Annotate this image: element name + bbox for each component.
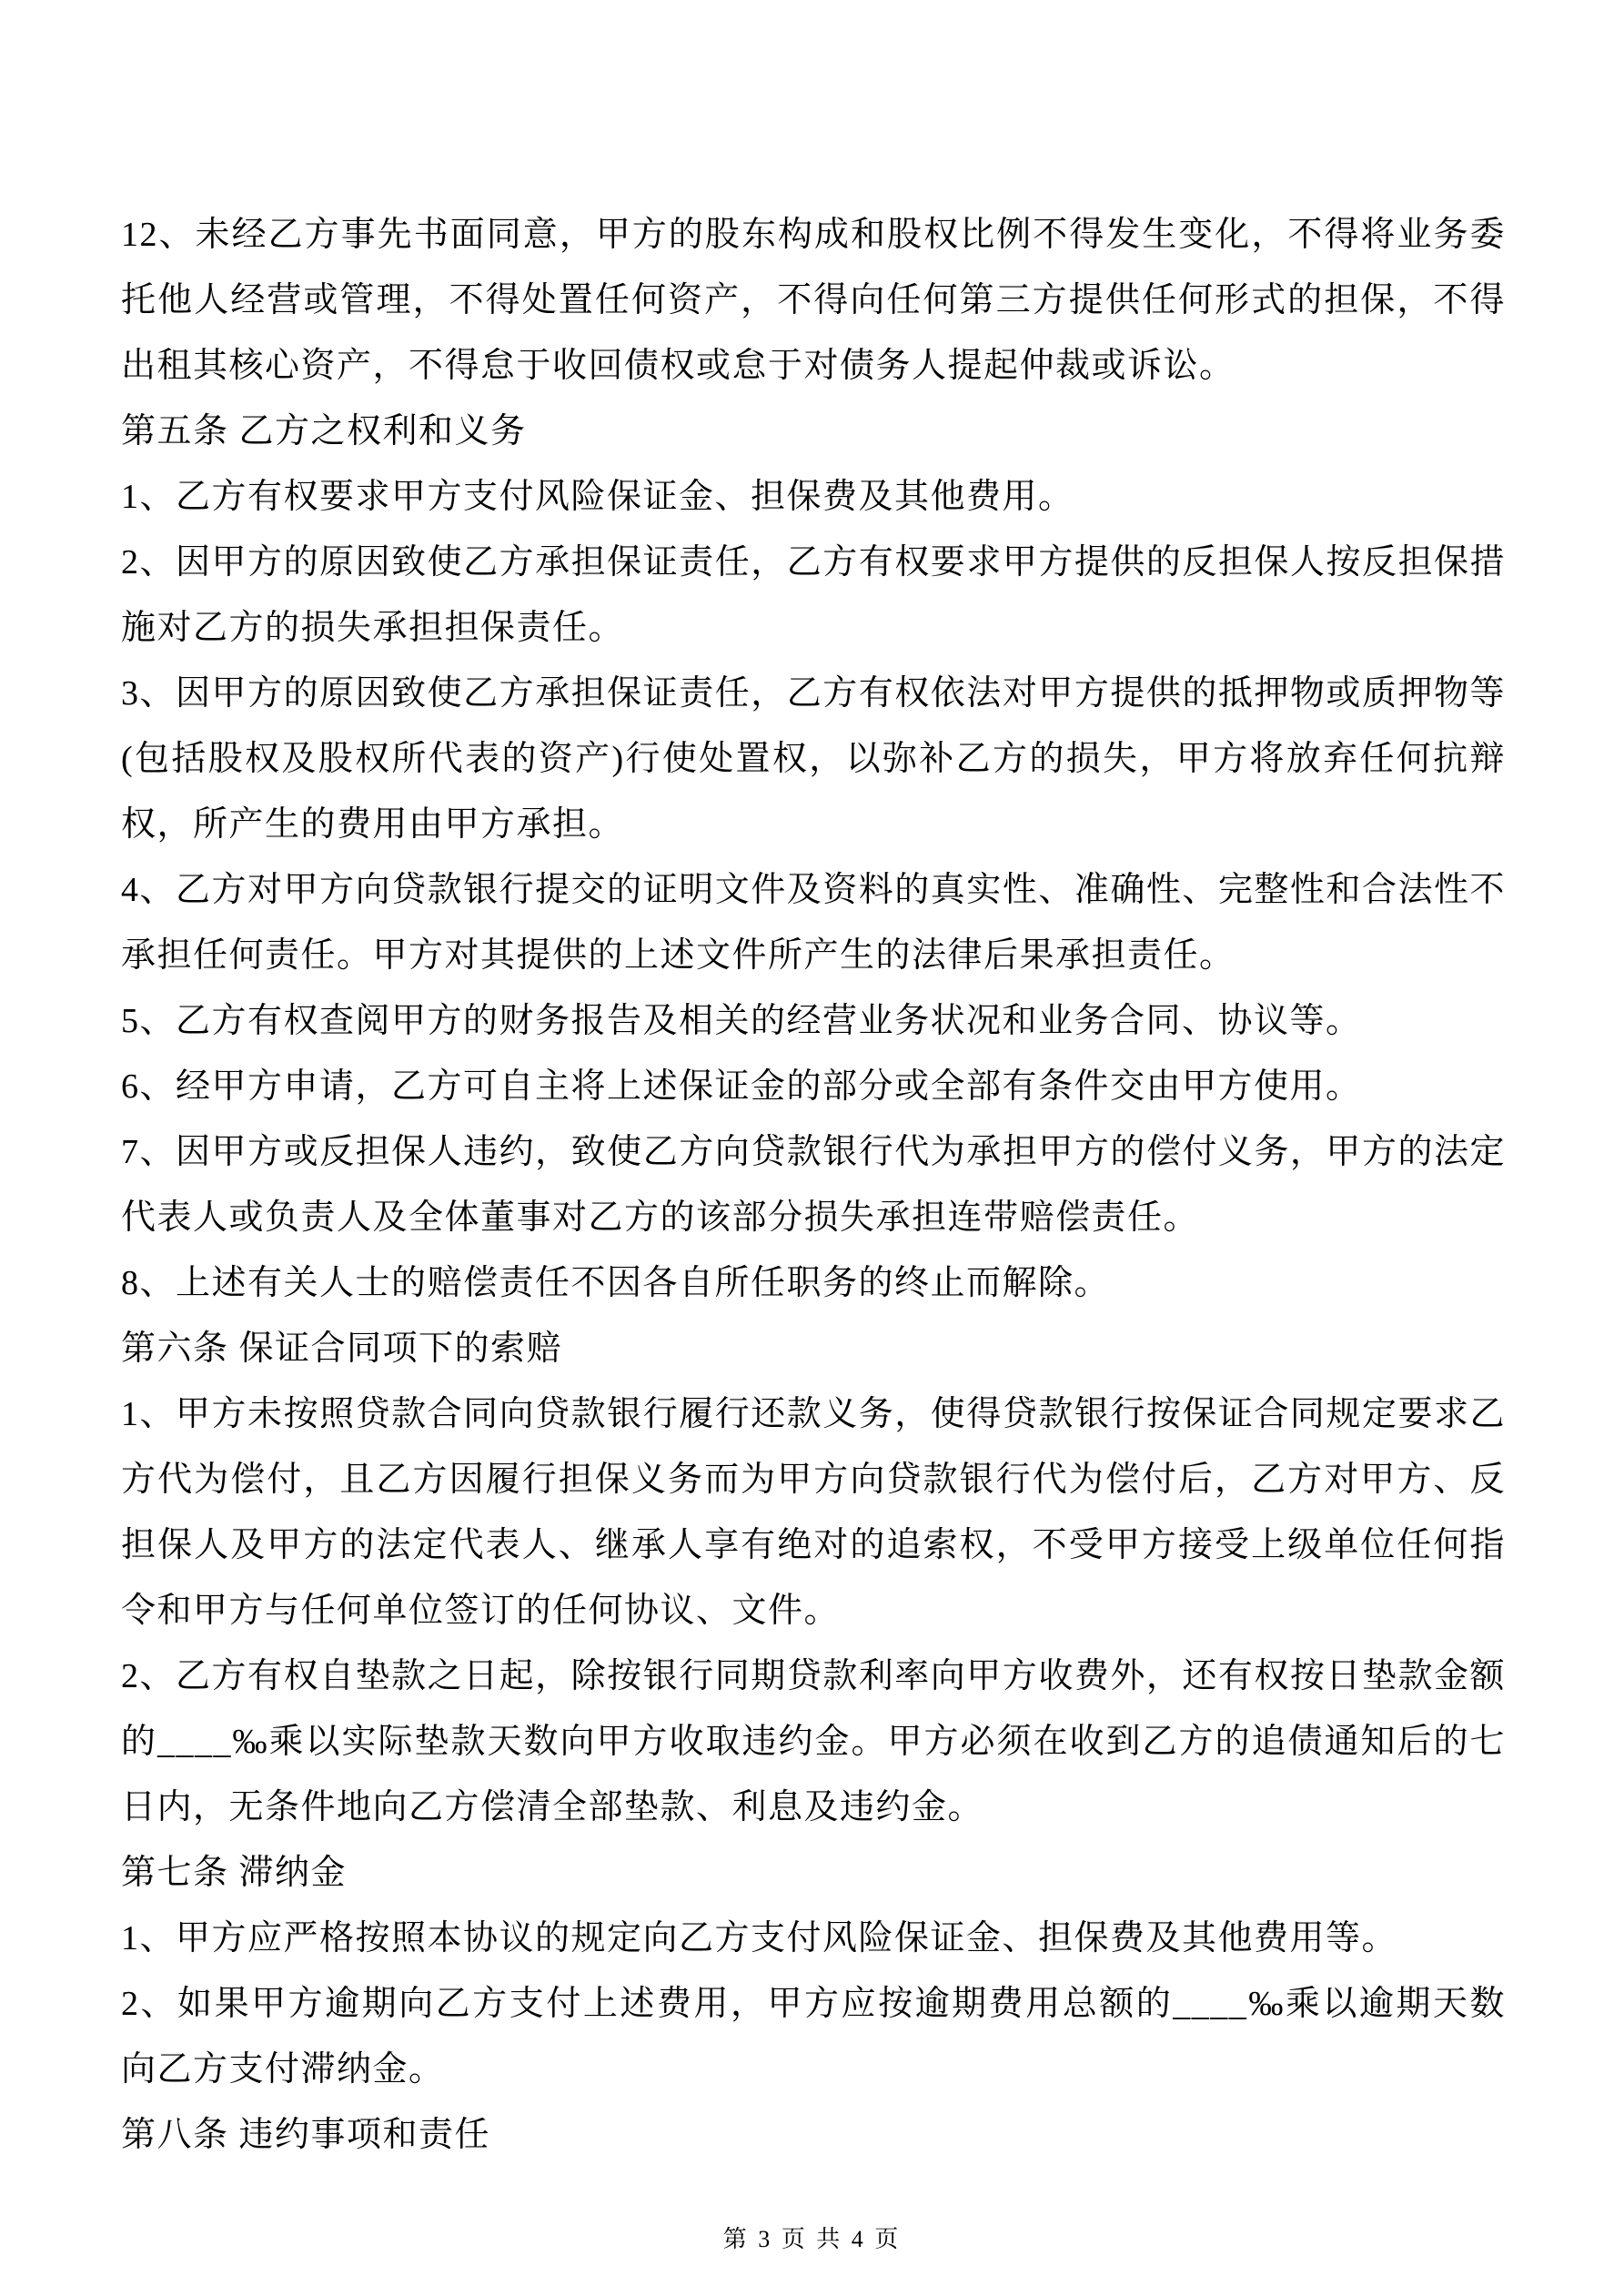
article-5-heading: 第五条 乙方之权利和义务 [121,412,527,450]
article-5-item-3: 3、因甲方的原因致使乙方承担保证责任，乙方有权依法对甲方提供的抵押物或质押物等(包括股权及股权所代表的资产)行使处置权，以弥补乙方的损失，甲方将放弃任何抗辩权，所产生的费用由甲方承担。 [121,674,1506,844]
contract-body [121,202,1506,2168]
article-6-heading: 第六条 保证合同项下的索赔 [121,1330,563,1368]
article-5-item-8: 8、上述有关人士的赔偿责任不因各自所任职务的终止而解除。 [121,1264,1111,1302]
article-7-heading: 第七条 滞纳金 [121,1854,348,1892]
article-6-item-1: 1、甲方未按照贷款合同向贷款银行履行还款义务，使得贷款银行按保证合同规定要求乙方代为偿付，且乙方因履行担保义务而为甲方向贷款银行代为偿付后，乙方对甲方、反担保人及甲方的法定代表人、继承人享有绝对的追索权，不受甲方接受上级单位任何指令和甲方与任何单位签订的任何协议、文件。 [121,1395,1506,1630]
clause-4-item-12: 12、未经乙方事先书面同意，甲方的股东构成和股权比例不得发生变化，不得将业务委托他人经营或管理，不得处置任何资产，不得向任何第三方提供任何形式的担保，不得出租其核心资产，不得怠于收回债权或怠于对债务人提起仲裁或诉讼。 [121,216,1506,385]
article-7-item-1: 1、甲方应严格按照本协议的规定向乙方支付风险保证金、担保费及其他费用等。 [121,1919,1398,1957]
page-number-footer: 第 3 页 共 4 页 [722,2226,902,2252]
article-8-heading: 第八条 违约事项和责任 [121,2116,491,2154]
article-5-item-2: 2、因甲方的原因致使乙方承担保证责任，乙方有权要求甲方提供的反担保人按反担保措施对乙方的损失承担担保责任。 [121,543,1506,647]
article-5-item-5: 5、乙方有权查阅甲方的财务报告及相关的经营业务状况和业务合同、协议等。 [121,1002,1362,1040]
article-5-item-6: 6、经甲方申请，乙方可自主将上述保证金的部分或全部有条件交由甲方使用。 [121,1067,1362,1106]
article-5-item-7: 7、因甲方或反担保人违约，致使乙方向贷款银行代为承担甲方的偿付义务，甲方的法定代表人或负责人及全体董事对乙方的该部分损失承担连带赔偿责任。 [121,1133,1506,1237]
article-5-item-4: 4、乙方对甲方向贷款银行提交的证明文件及资料的真实性、准确性、完整性和合法性不承担任何责任。甲方对其提供的上述文件所产生的法律后果承担责任。 [121,871,1506,975]
article-5-item-1: 1、乙方有权要求甲方支付风险保证金、担保费及其他费用。 [121,478,1074,516]
article-6-item-2: 2、乙方有权自垫款之日起，除按银行同期贷款利率向甲方收费外，还有权按日垫款金额的____‰乘以实际垫款天数向甲方收取违约金。甲方必须在收到乙方的追债通知后的七日内，无条件地向乙方偿清全部垫款、利息及违约金。 [121,1657,1506,1826]
article-7-item-2: 2、如果甲方逾期向乙方支付上述费用，甲方应按逾期费用总额的____‰乘以逾期天数向乙方支付滞纳金。 [121,1985,1506,2089]
